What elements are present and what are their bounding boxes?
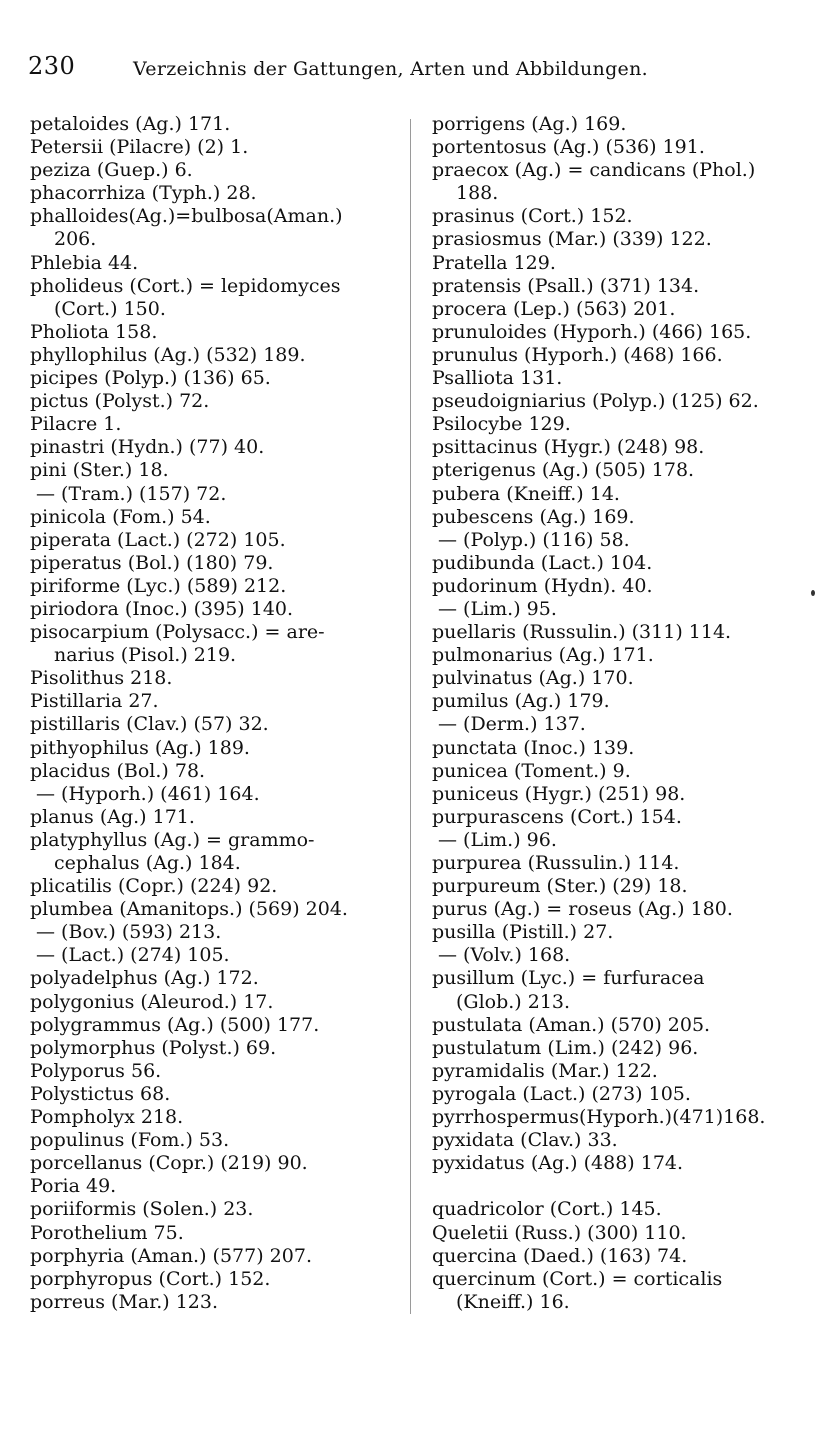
index-entry: procera (Lep.) (563) 201.: [432, 297, 676, 320]
index-entry: Poria 49.: [30, 1175, 117, 1198]
index-entry: picipes (Polyp.) (136) 65.: [30, 367, 271, 390]
index-entry: pudorinum (Hydn). 40.: [432, 574, 653, 597]
index-entry: poriiformis (Solen.) 23.: [30, 1198, 254, 1221]
index-entry: polygonius (Aleurod.) 17.: [30, 990, 274, 1013]
index-entry: piriforme (Lyc.) (589) 212.: [30, 574, 287, 597]
index-column-right: [432, 113, 798, 1314]
index-entry: porphyropus (Cort.) 152.: [30, 1267, 271, 1290]
index-entry-continuation: 206.: [54, 228, 97, 251]
index-entry-continuation: (Cort.) 150.: [54, 297, 166, 320]
index-subentry: — (Lim.) 96.: [438, 828, 557, 851]
page-number: 230: [28, 52, 76, 80]
index-entry: petaloides (Ag.) 171.: [30, 113, 231, 135]
index-entry: pulvinatus (Ag.) 170.: [432, 667, 634, 690]
index-entry: punicea (Toment.) 9.: [432, 759, 631, 782]
index-entry: porcellanus (Copr.) (219) 90.: [30, 1152, 308, 1175]
index-entry: quercinum (Cort.) = corticalis: [432, 1267, 723, 1290]
index-entry: Pisolithus 218.: [30, 667, 173, 690]
index-entry: pusillum (Lyc.) = furfuracea: [432, 967, 705, 990]
index-entry: pterigenus (Ag.) (505) 178.: [432, 459, 695, 482]
index-entry: placidus (Bol.) 78.: [30, 759, 206, 782]
index-entry: pistillaris (Clav.) (57) 32.: [30, 713, 269, 736]
index-entry: piperatus (Bol.) (180) 79.: [30, 551, 274, 574]
index-entry: pyramidalis (Mar.) 122.: [432, 1059, 658, 1082]
index-entry: plicatilis (Copr.) (224) 92.: [30, 875, 278, 898]
index-entry-continuation: narius (Pisol.) 219.: [54, 644, 237, 667]
index-entry: Polystictus 68.: [30, 1082, 171, 1105]
index-entry: pictus (Polyst.) 72.: [30, 390, 210, 413]
index-entry: pini (Ster.) 18.: [30, 459, 169, 482]
index-entry: pubescens (Ag.) 169.: [432, 505, 635, 528]
index-entry: pulmonarius (Ag.) 171.: [432, 644, 654, 667]
index-entry: pyrrhospermus(Hyporh.)(471)168.: [432, 1106, 766, 1129]
index-entry: Pratella 129.: [432, 251, 556, 274]
index-entry: Pilacre 1.: [30, 413, 122, 436]
running-title: Verzeichnis der Gattungen, Arten und Abbildungen.: [133, 58, 648, 80]
index-entry: prunuloides (Hyporh.) (466) 165.: [432, 320, 752, 343]
ink-speck: [811, 590, 815, 596]
index-entry: pyxidatus (Ag.) (488) 174.: [432, 1152, 684, 1175]
index-entry: porreus (Mar.) 123.: [30, 1290, 219, 1313]
index-column-left: [30, 113, 396, 1314]
index-entry: prasinus (Cort.) 152.: [432, 205, 633, 228]
index-entry: Porothelium 75.: [30, 1221, 184, 1244]
index-entry: piperata (Lact.) (272) 105.: [30, 528, 286, 551]
index-entry: populinus (Fom.) 53.: [30, 1129, 230, 1152]
index-entry: pinastri (Hydn.) (77) 40.: [30, 436, 265, 459]
index-entry: pseudoigniarius (Polyp.) (125) 62.: [432, 390, 759, 413]
index-entry: purpurascens (Cort.) 154.: [432, 805, 682, 828]
index-entry: piriodora (Inoc.) (395) 140.: [30, 597, 294, 620]
index-subentry: — (Polyp.) (116) 58.: [438, 528, 630, 551]
index-subentry: — (Lim.) 95.: [438, 597, 557, 620]
index-entry: pusilla (Pistill.) 27.: [432, 921, 614, 944]
index-entry: puniceus (Hygr.) (251) 98.: [432, 782, 686, 805]
index-entry-continuation: (Kneiff.) 16.: [456, 1290, 570, 1313]
index-entry: purpureum (Ster.) (29) 18.: [432, 875, 688, 898]
index-entry: porphyria (Aman.) (577) 207.: [30, 1244, 312, 1267]
index-entry: planus (Ag.) 171.: [30, 805, 195, 828]
index-entry: phacorrhiza (Typh.) 28.: [30, 182, 257, 205]
index-entry: purus (Ag.) = roseus (Ag.) 180.: [432, 898, 733, 921]
index-entry: purpurea (Russulin.) 114.: [432, 852, 680, 874]
index-entry: pholideus (Cort.) = lepidomyces: [30, 274, 341, 297]
index-subentry: — (Bov.) (593) 213.: [36, 921, 222, 944]
index-entry-continuation: cephalus (Ag.) 184.: [54, 852, 241, 874]
index-entry: pyrogala (Lact.) (273) 105.: [432, 1082, 691, 1105]
index-entry: pudibunda (Lact.) 104.: [432, 551, 653, 574]
index-entry: quadricolor (Cort.) 145.: [432, 1198, 662, 1221]
index-entry: platyphyllus (Ag.) = grammo-: [30, 828, 315, 851]
index-entry: Queletii (Russ.) (300) 110.: [432, 1221, 687, 1244]
index-subentry: — (Tram.) (157) 72.: [36, 482, 227, 505]
index-entry: peziza (Guep.) 6.: [30, 159, 193, 182]
index-entry: polymorphus (Polyst.) 69.: [30, 1036, 277, 1059]
index-entry: Pholiota 158.: [30, 320, 158, 343]
index-entry: Pistillaria 27.: [30, 690, 159, 713]
index-entry: pustulata (Aman.) (570) 205.: [432, 1013, 711, 1036]
index-entry: Pompholyx 218.: [30, 1106, 184, 1129]
index-entry: quercina (Daed.) (163) 74.: [432, 1244, 688, 1267]
index-subentry: — (Hyporh.) (461) 164.: [36, 782, 260, 805]
index-entry: pyxidata (Clav.) 33.: [432, 1129, 618, 1152]
column-divider: [410, 119, 411, 1314]
index-entry: Phlebia 44.: [30, 251, 139, 274]
index-entry: prunulus (Hyporh.) (468) 166.: [432, 343, 723, 366]
index-entry: Petersii (Pilacre) (2) 1.: [30, 136, 249, 159]
index-entry-continuation: (Glob.) 213.: [456, 990, 571, 1013]
index-entry: pubera (Kneiff.) 14.: [432, 482, 620, 505]
index-entry: portentosus (Ag.) (536) 191.: [432, 136, 705, 159]
index-entry: psittacinus (Hygr.) (248) 98.: [432, 436, 705, 459]
index-subentry: — (Derm.) 137.: [438, 713, 586, 736]
index-entry: prasiosmus (Mar.) (339) 122.: [432, 228, 712, 251]
index-entry: pratensis (Psall.) (371) 134.: [432, 274, 700, 297]
index-subentry: — (Lact.) (274) 105.: [36, 944, 230, 967]
index-entry: praecox (Ag.) = candicans (Phol.): [432, 159, 756, 182]
index-entry: puellaris (Russulin.) (311) 114.: [432, 621, 732, 644]
index-entry: pustulatum (Lim.) (242) 96.: [432, 1036, 699, 1059]
index-entry: punctata (Inoc.) 139.: [432, 736, 635, 759]
index-entry-continuation: 188.: [456, 182, 499, 205]
index-entry: plumbea (Amanitops.) (569) 204.: [30, 898, 348, 921]
letter-section-gap: [432, 1175, 798, 1198]
index-entry: pumilus (Ag.) 179.: [432, 690, 610, 713]
index-entry: pisocarpium (Polysacc.) = are-: [30, 621, 325, 644]
index-entry: Psilocybe 129.: [432, 413, 571, 436]
index-entry: Polyporus 56.: [30, 1059, 162, 1082]
index-subentry: — (Volv.) 168.: [438, 944, 571, 967]
index-entry: polygrammus (Ag.) (500) 177.: [30, 1013, 320, 1036]
index-entry: Psalliota 131.: [432, 367, 563, 390]
index-entry: phalloides(Ag.)=bulbosa(Aman.): [30, 205, 343, 228]
page-header: [28, 52, 800, 88]
index-entry: polyadelphus (Ag.) 172.: [30, 967, 259, 990]
index-entry: pithyophilus (Ag.) 189.: [30, 736, 250, 759]
index-entry: pinicola (Fom.) 54.: [30, 505, 211, 528]
index-entry: porrigens (Ag.) 169.: [432, 113, 627, 135]
index-entry: phyllophilus (Ag.) (532) 189.: [30, 343, 306, 366]
